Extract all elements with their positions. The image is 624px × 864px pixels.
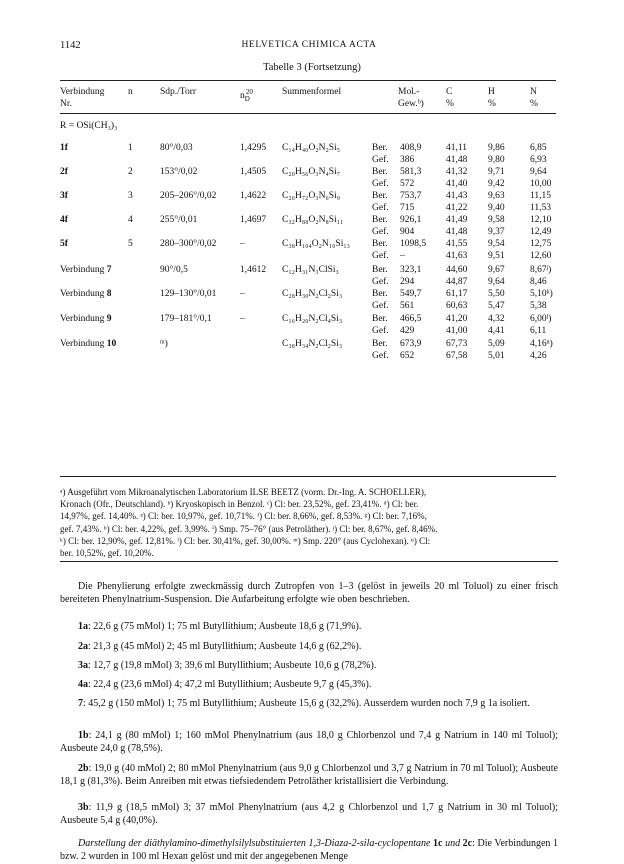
col-h: H (488, 87, 495, 97)
row-mw-gef: 715 (400, 203, 415, 213)
page-header (60, 40, 558, 54)
row-sdp: 205–206°/0,02 (160, 191, 217, 201)
row-mw-gef: 572 (400, 179, 415, 189)
row-ber-label: Ber. (372, 265, 388, 275)
row-mw-ber: 408,9 (400, 143, 422, 153)
col-n: n (128, 87, 133, 97)
row-compound: Verbindung 8 (60, 289, 112, 299)
table-caption: Tabelle 3 (Fortsetzung) (263, 62, 361, 73)
row-formula: C₂₆H₇₂O₃N₆Si₉ (282, 191, 341, 201)
col-h-pct: % (488, 99, 496, 109)
col-mol: Mol.- (398, 87, 420, 97)
row-formula: C₂₀H₅₆O₃N₄Si₇ (282, 167, 341, 177)
row-h-ber: 9,54 (488, 239, 505, 249)
row-h-ber: 5,09 (488, 339, 505, 349)
row-ber-label: Ber. (372, 314, 388, 324)
row-c-gef: 60,63 (446, 301, 468, 311)
table-top-rule (60, 80, 556, 81)
row-compound: Verbindung 9 (60, 314, 112, 324)
row-c-ber: 44,60 (446, 265, 468, 275)
col-nr: Nr. (60, 99, 72, 109)
row-c-gef: 41,00 (446, 326, 468, 336)
row-c-ber: 41,55 (446, 239, 468, 249)
footnote-line: ᵏ) Cl: ber. 12,90%, gef. 12,81%. ˡ) Cl: ber. 30,41%, gef. 30,00%. ᵐ) Smp. 220° (aus Cyclohexan). ⁿ) Cl: (60, 535, 431, 546)
row-mw-gef: 294 (400, 277, 415, 287)
row-n: 3 (128, 191, 133, 201)
row-compound: Verbindung 10 (60, 339, 117, 349)
row-sdp: 255°/0,01 (160, 215, 198, 225)
row-ber-label: Ber. (372, 191, 388, 201)
prep-entry: 1a: 22,6 g (75 mMol) 1; 75 ml Butyllithium; Ausbeute 18,6 g (71,9%). (78, 621, 362, 632)
row-n-ber: 9,64 (530, 167, 547, 177)
row-mw-ber: 753,7 (400, 191, 422, 201)
row-gef-label: Gef. (372, 227, 389, 237)
row-sdp: 153°/0,02 (160, 167, 198, 177)
row-c-ber: 41,20 (446, 314, 468, 324)
row-nd: 1,4612 (240, 265, 267, 275)
row-compound: 4f (60, 215, 68, 225)
row-compound: 5f (60, 239, 68, 249)
col-gew: Gew.ᵇ) (398, 99, 424, 109)
row-h-gef: 4,41 (488, 326, 505, 336)
row-mw-ber: 549,7 (400, 289, 422, 299)
row-sdp: 129–130°/0,01 (160, 289, 217, 299)
row-ber-label: Ber. (372, 339, 388, 349)
table-bottom-rule (60, 476, 556, 477)
row-n: 1 (128, 143, 133, 153)
row-mw-gef: – (400, 251, 405, 261)
row-ber-label: Ber. (372, 167, 388, 177)
row-ber-label: Ber. (372, 143, 388, 153)
page-number: 1142 (60, 40, 81, 51)
prep-entry: 4a: 22,4 g (23,6 mMol) 4; 47,2 ml Butyllithium; Ausbeute 9,7 g (45,3%). (78, 679, 372, 690)
row-compound: Verbindung 7 (60, 265, 112, 275)
row-h-ber: 9,67 (488, 265, 505, 275)
row-gef-label: Gef. (372, 179, 389, 189)
row-c-ber: 41,43 (446, 191, 468, 201)
row-formula: C₂₈H₃₀N₂Cl₂Si₃ (282, 289, 343, 299)
row-formula: C₁₄H₄₀O₂N₂Si₅ (282, 143, 341, 153)
intro-paragraph: Die Phenylierung erfolgte zweckmässig durch Zutropfen von 1–3 (gelöst in jeweils 20 ml Toluol) zu einer frisch bereiteten Phenylnatrium-Suspension. Die Aufarbeitung erfolgte wie oben beschrieben. (60, 581, 558, 606)
col-refractive-index: $n_D^{20}$ (240, 88, 253, 104)
row-gef-label: Gef. (372, 301, 389, 311)
row-ber-label: Ber. (372, 215, 388, 225)
row-gef-label: Gef. (372, 251, 389, 261)
col-n-pct: % (530, 99, 538, 109)
row-n-gef: 11,53 (530, 203, 552, 213)
row-h-gef: 9,42 (488, 179, 505, 189)
row-h-gef: 9,40 (488, 203, 505, 213)
row-c-gef: 41,48 (446, 227, 468, 237)
row-mw-gef: 652 (400, 351, 415, 361)
row-h-gef: 5,01 (488, 351, 505, 361)
row-h-gef: 9,51 (488, 251, 505, 261)
row-n-gef: 5,38 (530, 301, 547, 311)
col-sdp: Sdp./Torr (160, 87, 197, 97)
row-compound: 3f (60, 191, 68, 201)
row-h-ber: 9,86 (488, 143, 505, 153)
final-paragraph: Darstellung der diäthylamino-dimethylsilylsubstituierten 1,3-Diaza-2-sila-cyclopentane 1c und 2c: Die Verbindungen 1 bzw. 2 wurden in 100 ml Hexan gelöst und mit der angegebenen Menge (60, 838, 559, 863)
row-sdp: 280–300°/0,02 (160, 239, 217, 249)
row-c-ber: 61,17 (446, 289, 468, 299)
col-n-el: N (530, 87, 537, 97)
row-formula: C₃₈H₁₀₄O₂N₁₀Si₁₃ (282, 239, 350, 249)
row-mw-ber: 1098,5 (400, 239, 427, 249)
row-n-ber: 4,16ⁿ) (530, 339, 553, 349)
prep-entry: 3a: 12,7 g (19,8 mMol) 3; 39,6 ml Butyllithium; Ausbeute 10,6 g (78,2%). (78, 660, 377, 671)
row-mw-ber: 581,3 (400, 167, 422, 177)
row-h-ber: 4,32 (488, 314, 505, 324)
row-h-gef: 9,37 (488, 227, 505, 237)
row-nd: 1,4505 (240, 167, 267, 177)
row-ber-label: Ber. (372, 289, 388, 299)
footnote-line: Kronach (Ofr., Deutschland). ᵇ) Kryoskopisch in Benzol. ᶜ) Cl: ber. 23,52%, gef. 23,41%. ᵈ) Cl: ber. (60, 499, 419, 510)
row-n-ber: 5,10ᵏ) (530, 289, 553, 299)
row-n-gef: 8,46 (530, 277, 547, 287)
row-h-ber: 9,58 (488, 215, 505, 225)
row-ber-label: Ber. (372, 239, 388, 249)
row-c-gef: 41,48 (446, 155, 468, 165)
prep-entry: 1b: 24,1 g (80 mMol) 1; 160 mMol Phenylnatrium (aus 18,0 g Chlorbenzol und 7,4 g Natrium in 140 ml Toluol); Ausbeute 24,0 g (78,5%). (60, 730, 558, 755)
row-mw-gef: 561 (400, 301, 415, 311)
row-n-gef: 10,00 (530, 179, 552, 189)
row-h-ber: 9,71 (488, 167, 505, 177)
row-n-ber: 12,75 (530, 239, 552, 249)
row-formula: C₁₆H₂₀N₂Cl₄Si₃ (282, 314, 343, 324)
row-n-ber: 6,00ˡ) (530, 314, 552, 324)
row-n-ber: 12,10 (530, 215, 552, 225)
col-c: C (446, 87, 453, 97)
col-verbindung: Verbindung (60, 87, 105, 97)
footnote-line: ᵃ) Ausgeführt vom Mikroanalytischen Laboratorium ILSE BEETZ (vorm. Dr.-Ing. A. SCHOELLER), (60, 487, 427, 497)
row-gef-label: Gef. (372, 277, 389, 287)
row-n: 5 (128, 239, 133, 249)
footnote-line: ber. 10,52%, gef. 10,20%. (60, 548, 154, 559)
row-c-gef: 41,40 (446, 179, 468, 189)
row-compound: 2f (60, 167, 68, 177)
row-formula: C₁₂H₃₁N₃ClSi₃ (282, 265, 339, 275)
row-n: 4 (128, 215, 133, 225)
row-n: 2 (128, 167, 133, 177)
table-header-rule (60, 113, 556, 114)
row-c-ber: 41,49 (446, 215, 468, 225)
col-summenformel: Summenformel (282, 87, 342, 97)
row-c-gef: 41,22 (446, 203, 468, 213)
row-h-gef: 9,64 (488, 277, 505, 287)
row-gef-label: Gef. (372, 326, 389, 336)
row-mw-ber: 926,1 (400, 215, 422, 225)
row-sdp: ᵐ) (160, 339, 168, 349)
row-gef-label: Gef. (372, 351, 389, 361)
row-mw-gef: 904 (400, 227, 415, 237)
row-c-ber: 67,73 (446, 339, 468, 349)
footnote-line: 14,97%, gef. 14,40%. ᵉ) Cl: ber. 10,97%, gef. 10,71%. ᶠ) Cl: ber. 8,66%, gef. 8,53%. ᵍ) Cl: ber. 7,16%, (60, 511, 427, 522)
row-n-gef: 4,26 (530, 351, 547, 361)
row-n-ber: 8,67ʲ) (530, 265, 552, 275)
row-c-gef: 41,63 (446, 251, 468, 261)
row-compound: 1f (60, 143, 68, 153)
row-c-gef: 44,87 (446, 277, 468, 287)
footnote-rule (60, 561, 558, 562)
footnotes (60, 486, 558, 559)
row-h-ber: 5,50 (488, 289, 505, 299)
prep-entry: 3b: 11,9 g (18,5 mMol) 3; 37 mMol Phenylnatrium (aus 4,2 g Chlorbenzol und 1,7 g Natrium in 30 ml Toluol); Ausbeute 5,4 g (40,0%). (60, 802, 558, 827)
row-sdp: 80°/0,03 (160, 143, 193, 153)
prep-entry: 7: 45,2 g (150 mMol) 1; 75 ml Butyllithium; Ausbeute 15,6 g (32,2%). Ausserdem wurden noch 7,9 g 1a isoliert. (78, 698, 530, 709)
row-gef-label: Gef. (372, 155, 389, 165)
row-c-ber: 41,32 (446, 167, 468, 177)
row-formula: C₃₈H₃₄N₂Cl₂Si₃ (282, 339, 343, 349)
row-nd: 1,4697 (240, 215, 267, 225)
row-formula: C₃₂H₈₈O₂N₈Si₁₁ (282, 215, 344, 225)
row-nd: 1,4295 (240, 143, 267, 153)
row-nd: – (240, 289, 245, 299)
row-c-ber: 41,11 (446, 143, 468, 153)
row-mw-gef: 429 (400, 326, 415, 336)
row-mw-gef: 386 (400, 155, 415, 165)
row-n-ber: 11,15 (530, 191, 552, 201)
row-n-gef: 12,49 (530, 227, 552, 237)
row-mw-ber: 323,1 (400, 265, 422, 275)
row-n-gef: 6,93 (530, 155, 547, 165)
prep-entry: 2a: 21,3 g (45 mMol) 2; 45 ml Butyllithium; Ausbeute 14,6 g (62,2%). (78, 641, 362, 652)
row-mw-ber: 466,5 (400, 314, 422, 324)
row-nd: 1,4622 (240, 191, 267, 201)
row-sdp: 90°/0,5 (160, 265, 188, 275)
footnote-line: gef. 7,43%. ʰ) Cl: ber. 4,22%, gef. 3,99%. ⁱ) Smp. 75–76° (aus Petroläther). ʲ) Cl: ber. 8,67%, gef. 8,46%. (60, 523, 438, 534)
row-mw-ber: 673,9 (400, 339, 422, 349)
row-n-ber: 6,85 (530, 143, 547, 153)
row-h-gef: 9,80 (488, 155, 505, 165)
prep-entry: 2b: 19,0 g (40 mMol) 2; 80 mMol Phenylnatrium (aus 9,0 g Chlorbenzol und 3,7 g Natrium in 70 ml Toluol); Ausbeute 18,1 g (81,3%). Beim Anreiben mit etwas tiefsiedendem Petroläther kristallisiert die Verbindung. (60, 763, 558, 788)
row-nd: – (240, 314, 245, 324)
row-nd: – (240, 239, 245, 249)
row-gef-label: Gef. (372, 203, 389, 213)
row-sdp: 179–181°/0,1 (160, 314, 212, 324)
journal-title: HELVETICA CHIMICA ACTA (241, 40, 377, 50)
row-h-gef: 5,47 (488, 301, 505, 311)
row-c-gef: 67,58 (446, 351, 468, 361)
row-n-gef: 6,11 (530, 326, 547, 336)
group-label: R = OSi(CH₃)₃ (60, 121, 118, 131)
col-c-pct: % (446, 99, 454, 109)
row-n-gef: 12,60 (530, 251, 552, 261)
row-h-ber: 9,63 (488, 191, 505, 201)
